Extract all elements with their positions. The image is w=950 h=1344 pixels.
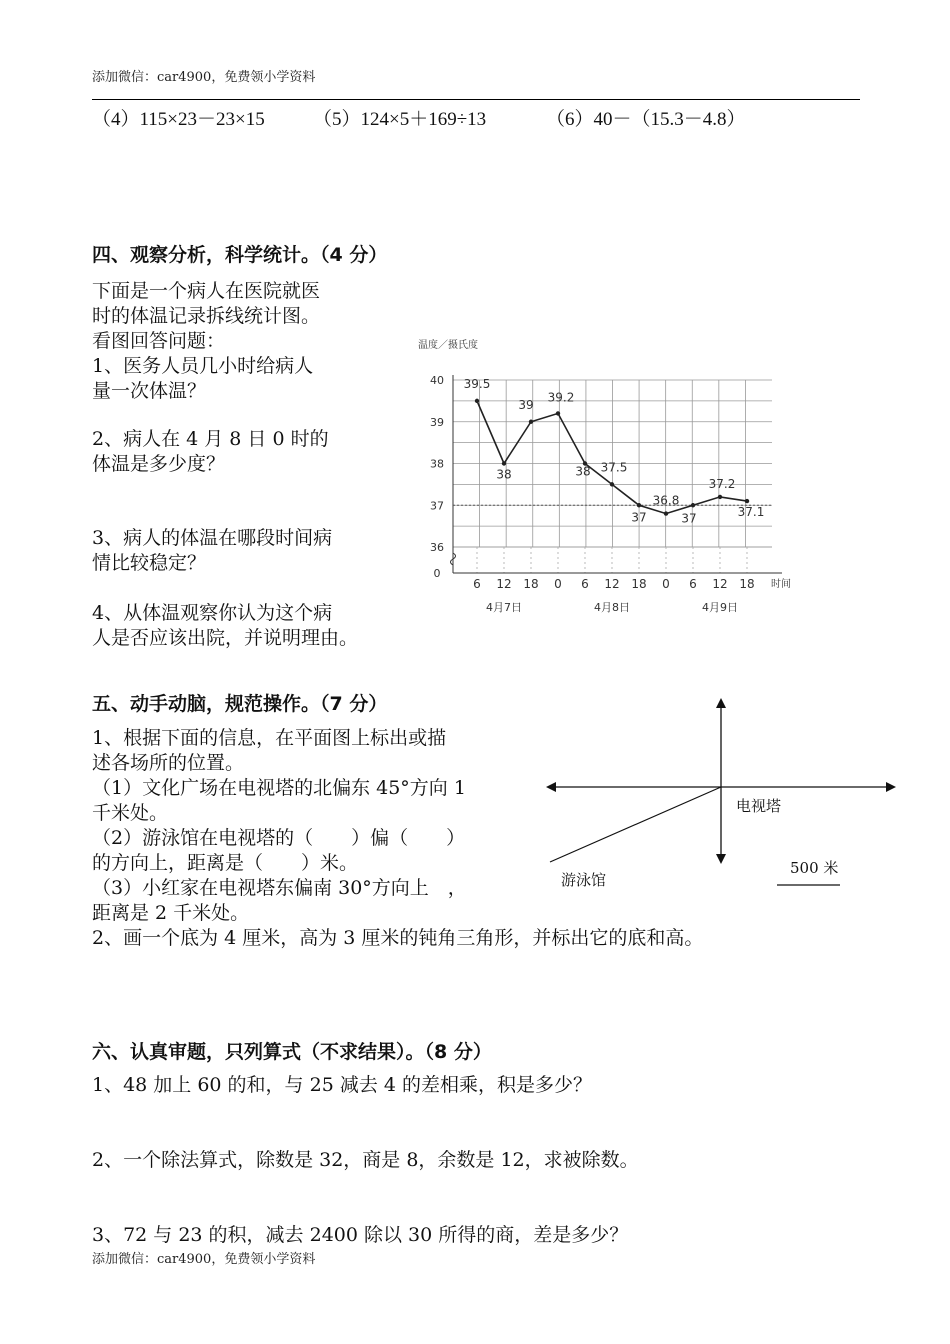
tower-label: 电视塔 bbox=[736, 797, 782, 815]
section-4-title: 四、观察分析，科学统计。（4 分） bbox=[92, 244, 388, 266]
question-line: 1、根据下面的信息，在平面图上标出或描 bbox=[92, 727, 447, 749]
question-line: 的方向上，距离是（ ）米。 bbox=[92, 852, 359, 874]
x-tick-label: 18 bbox=[523, 577, 539, 591]
data-point bbox=[502, 461, 506, 465]
data-label: 36.8 bbox=[652, 493, 680, 508]
calc-item-4: （4）115×23－23×15 bbox=[92, 109, 265, 130]
x-tick-label: 12 bbox=[496, 577, 512, 591]
y-tick-label: 36 bbox=[430, 541, 444, 554]
data-label: 37.1 bbox=[737, 505, 765, 520]
intro-line: 下面是一个病人在医院就医 bbox=[92, 280, 321, 302]
intro-line: 看图回答问题： bbox=[92, 330, 226, 352]
data-point bbox=[529, 420, 533, 424]
x-tick-label: 12 bbox=[604, 577, 620, 591]
question-line: 体温是多少度？ bbox=[92, 453, 226, 475]
x-date-label: 4月9日 bbox=[702, 601, 738, 614]
series-line bbox=[477, 401, 747, 514]
data-label: 38 bbox=[575, 464, 591, 479]
pool-label: 游泳馆 bbox=[561, 871, 607, 889]
x-tick-label: 0 bbox=[554, 577, 562, 591]
y-tick-label: 40 bbox=[430, 374, 444, 387]
page-header: 添加微信：car4900，免费领小学资料 bbox=[92, 70, 316, 85]
question-line: 4、从体温观察你认为这个病 bbox=[92, 602, 333, 624]
y-tick-label: 37 bbox=[430, 499, 444, 513]
data-label: 37 bbox=[681, 511, 697, 526]
data-label: 37.5 bbox=[600, 460, 628, 475]
section-5-q2: 2、画一个底为 4 厘米，高为 3 厘米的钝角三角形，并标出它的底和高。 bbox=[92, 927, 704, 949]
section-6-title: 六、认真审题，只列算式（不求结果）。（8 分） bbox=[92, 1041, 492, 1063]
x-date-label: 4月7日 bbox=[486, 601, 522, 614]
question-line: 情比较稳定？ bbox=[92, 552, 207, 574]
calc-item-6: （6）40－（15.3－4.8） bbox=[546, 109, 746, 130]
section-5-title: 五、动手动脑，规范操作。（7 分） bbox=[92, 693, 388, 715]
question-line: 述各场所的位置。 bbox=[92, 752, 245, 774]
section-5-q1 bbox=[92, 726, 467, 926]
question-line: （3）小红家在电视塔东偏南 30°方向上 ， bbox=[92, 877, 467, 899]
x-axis-label: 时间 bbox=[771, 579, 791, 590]
page-footer: 添加微信：car4900，免费领小学资料 bbox=[92, 1252, 316, 1267]
x-tick-label: 6 bbox=[689, 577, 697, 591]
data-label: 38 bbox=[496, 467, 512, 482]
section-6-q2: 2、一个除法算式，除数是 32，商是 8，余数是 12，求被除数。 bbox=[92, 1149, 639, 1171]
pool-direction-line bbox=[550, 787, 721, 862]
data-label: 39 bbox=[518, 397, 534, 412]
question-line: （2）游泳馆在电视塔的（ ）偏（ ） bbox=[92, 827, 466, 849]
question-line: 3、病人的体温在哪段时间病 bbox=[92, 527, 333, 549]
intro-line: 时的体温记录拆线统计图。 bbox=[92, 305, 321, 327]
y-tick-label: 38 bbox=[430, 457, 444, 471]
data-label: 39.5 bbox=[463, 376, 491, 391]
data-label: 39.2 bbox=[547, 390, 575, 405]
y-tick-label: 39 bbox=[430, 415, 444, 429]
data-point bbox=[745, 499, 749, 503]
intro-line: 量一次体温？ bbox=[92, 380, 207, 402]
x-tick-label: 6 bbox=[473, 577, 481, 591]
data-point bbox=[637, 503, 641, 507]
x-date-label: 4月8日 bbox=[594, 601, 630, 614]
y-axis-label: 温度／摄氏度 bbox=[418, 340, 478, 351]
scale-label: 500 米 bbox=[790, 859, 839, 877]
x-tick-label: 12 bbox=[712, 577, 728, 591]
calc-item-5: （5）124×5＋169÷13 bbox=[313, 109, 487, 130]
data-point bbox=[475, 399, 479, 403]
question-line: 千米处。 bbox=[92, 802, 169, 824]
x-tick-label: 18 bbox=[631, 577, 647, 591]
data-label: 37.2 bbox=[708, 476, 736, 491]
data-label: 37 bbox=[631, 510, 647, 525]
x-tick-label: 6 bbox=[581, 577, 589, 591]
data-point bbox=[691, 503, 695, 507]
data-point bbox=[556, 411, 560, 415]
y-tick-label: 0 bbox=[433, 567, 441, 580]
question-line: 2、病人在 4 月 8 日 0 时的 bbox=[92, 428, 329, 450]
question-line: （1）文化广场在电视塔的北偏东 45°方向 1 bbox=[92, 777, 466, 799]
section-6-q3: 3、72 与 23 的积，减去 2400 除以 30 所得的商，差是多少？ bbox=[92, 1224, 629, 1246]
question-line: 距离是 2 千米处。 bbox=[92, 902, 250, 924]
data-point bbox=[718, 495, 722, 499]
x-tick-label: 0 bbox=[662, 577, 670, 591]
position-map bbox=[540, 695, 900, 895]
data-point bbox=[610, 482, 614, 486]
intro-line: 1、医务人员几小时给病人 bbox=[92, 355, 314, 377]
x-tick-label: 18 bbox=[739, 577, 755, 591]
question-line: 人是否应该出院，并说明理由。 bbox=[92, 627, 359, 649]
section-6-q1: 1、48 加上 60 的和，与 25 减去 4 的差相乘，积是多少？ bbox=[92, 1074, 592, 1096]
data-point bbox=[664, 511, 668, 515]
temperature-line-chart bbox=[0, 0, 950, 640]
